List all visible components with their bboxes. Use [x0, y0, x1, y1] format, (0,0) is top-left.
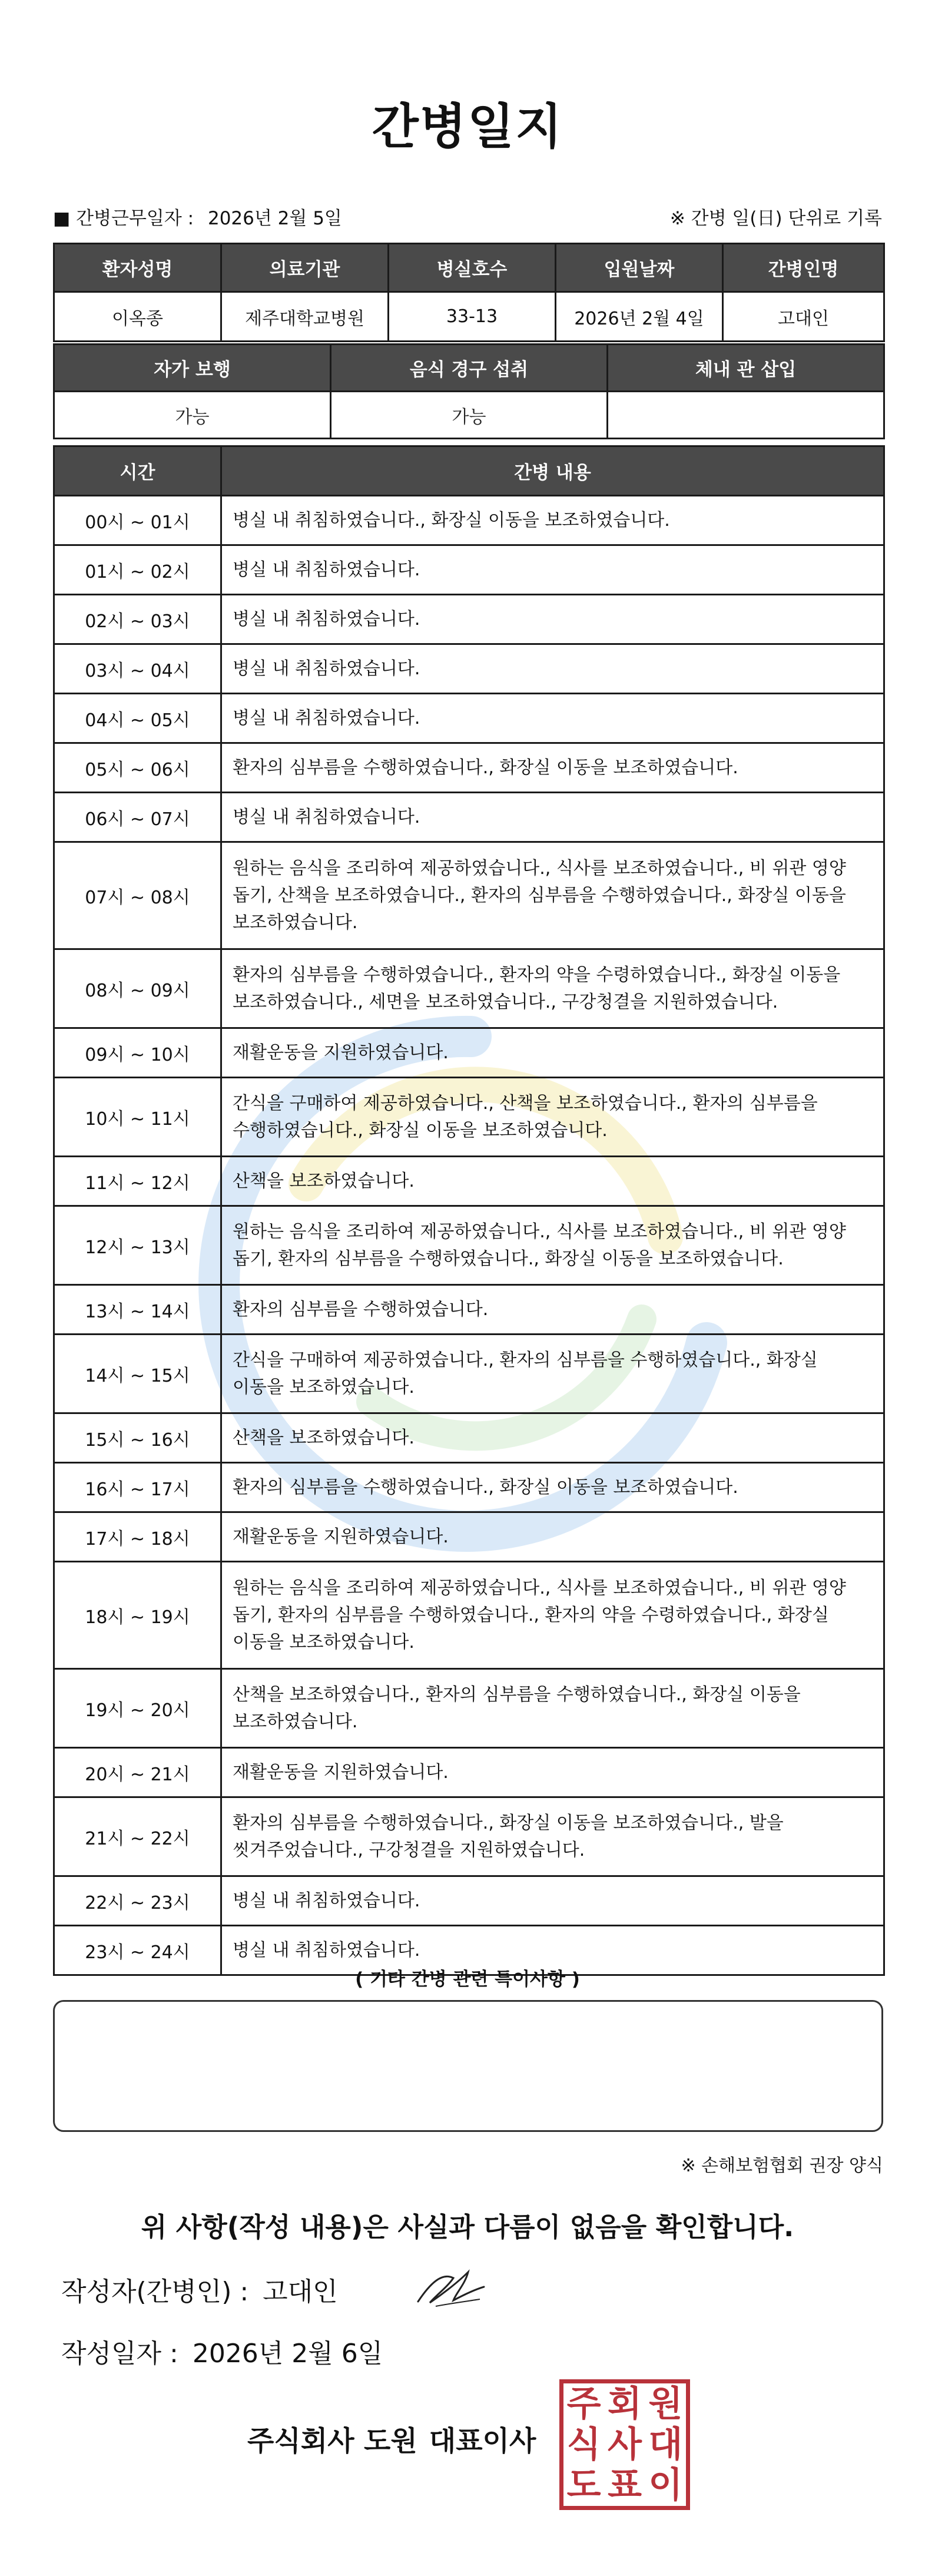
content-cell: 환자의 심부름을 수행하였습니다., 화장실 이동을 보조하였습니다. [221, 1463, 884, 1512]
time-cell: 12시 ~ 13시 [54, 1206, 221, 1285]
work-date-label: ■ 간병근무일자 : [53, 208, 194, 229]
admission-date: 2026년 2월 4일 [556, 292, 723, 342]
time-cell: 21시 ~ 22시 [54, 1797, 221, 1876]
table-row [54, 496, 884, 545]
remarks-title: ( 기타 간병 관련 특이사항 ) [355, 1969, 580, 1990]
confirmation-statement: 위 사항(작성 내용)은 사실과 다름이 없음을 확인합니다. [141, 2211, 794, 2243]
table-row [54, 1463, 884, 1512]
table-row [54, 1876, 884, 1926]
content-cell: 간식을 구매하여 제공하였습니다., 환자의 심부름을 수행하였습니다., 화장실 이동을 보조하였습니다. [221, 1335, 884, 1413]
header-self-walking: 자가 보행 [54, 345, 331, 392]
time-cell: 15시 ~ 16시 [54, 1413, 221, 1463]
caregiver-name: 고대인 [723, 292, 884, 342]
header-patient-name: 환자성명 [54, 244, 221, 292]
time-cell: 10시 ~ 11시 [54, 1078, 221, 1157]
time-cell: 18시 ~ 19시 [54, 1562, 221, 1669]
time-cell: 20시 ~ 21시 [54, 1748, 221, 1797]
signature [412, 2260, 489, 2313]
hospital-name: 제주대학교병원 [221, 292, 389, 342]
content-cell: 환자의 심부름을 수행하였습니다. [221, 1285, 884, 1335]
work-date [53, 203, 342, 230]
table-row [54, 1748, 884, 1797]
tube-insertion-value [608, 392, 884, 439]
ceo-title: 대표이사 [429, 2425, 536, 2458]
time-cell: 13시 ~ 14시 [54, 1285, 221, 1335]
oral-intake-value: 가능 [331, 392, 608, 439]
company-name: 주식회사 도원 [247, 2425, 417, 2458]
written-date-label: 작성일자 : [61, 2339, 178, 2369]
time-cell: 11시 ~ 12시 [54, 1157, 221, 1206]
table-row [54, 842, 884, 949]
time-cell: 08시 ~ 09시 [54, 949, 221, 1028]
time-cell: 09시 ~ 10시 [54, 1028, 221, 1078]
table-row [54, 743, 884, 793]
time-cell: 16시 ~ 17시 [54, 1463, 221, 1512]
document-title: 간병일지 [372, 99, 563, 155]
time-cell: 02시 ~ 03시 [54, 595, 221, 644]
table-row [54, 545, 884, 595]
content-cell: 환자의 심부름을 수행하였습니다., 화장실 이동을 보조하였습니다., 발을 씻겨주었습니다., 구강청결을 지원하였습니다. [221, 1797, 884, 1876]
table-row [54, 1078, 884, 1157]
time-cell: 14시 ~ 15시 [54, 1335, 221, 1413]
meta-row [53, 203, 882, 230]
patient-status-table [53, 343, 885, 439]
table-row [54, 1413, 884, 1463]
header-care-content: 간병 내용 [221, 446, 884, 496]
writer-line [61, 2270, 338, 2308]
writer-label: 작성자(간병인) : [61, 2277, 249, 2307]
time-cell: 07시 ~ 08시 [54, 842, 221, 949]
patient-name: 이옥종 [54, 292, 221, 342]
content-cell: 재활운동을 지원하였습니다. [221, 1028, 884, 1078]
content-cell: 병실 내 취침하였습니다. [221, 694, 884, 743]
table-row [54, 1669, 884, 1748]
time-cell: 04시 ~ 05시 [54, 694, 221, 743]
content-cell: 병실 내 취침하였습니다. [221, 1926, 884, 1975]
table-row [54, 595, 884, 644]
table-row [54, 1285, 884, 1335]
time-cell: 00시 ~ 01시 [54, 496, 221, 545]
record-note: ※ 간병 일(日) 단위로 기록 [669, 208, 882, 229]
content-cell: 원하는 음식을 조리하여 제공하였습니다., 식사를 보조하였습니다., 비 위관 영양 돕기, 산책을 보조하였습니다., 환자의 심부름을 수행하였습니다., 화장실 이동을 보조하였습니다. [221, 842, 884, 949]
writer-name: 고대인 [263, 2277, 338, 2307]
table-row [54, 1562, 884, 1669]
table-row [54, 1157, 884, 1206]
time-cell: 22시 ~ 23시 [54, 1876, 221, 1926]
header-hospital: 의료기관 [221, 244, 389, 292]
table-row [54, 1512, 884, 1562]
work-date-value: 2026년 2월 5일 [207, 208, 342, 229]
company-seal: 주 회 원 식 사 대 도 표 이 [559, 2379, 690, 2510]
table-row [54, 793, 884, 842]
table-row [54, 644, 884, 694]
time-cell: 19시 ~ 20시 [54, 1669, 221, 1748]
table-row [54, 694, 884, 743]
written-date: 2026년 2월 6일 [192, 2339, 383, 2369]
table-row [54, 1206, 884, 1285]
table-row [54, 1335, 884, 1413]
written-date-line [61, 2332, 383, 2370]
content-cell: 병실 내 취침하였습니다. [221, 793, 884, 842]
time-cell: 23시 ~ 24시 [54, 1926, 221, 1975]
patient-info-table [53, 243, 885, 342]
table-row [54, 1797, 884, 1876]
room-number: 33-13 [389, 292, 556, 342]
content-cell: 재활운동을 지원하였습니다. [221, 1748, 884, 1797]
content-cell: 원하는 음식을 조리하여 제공하였습니다., 식사를 보조하였습니다., 비 위관 영양 돕기, 환자의 심부름을 수행하였습니다., 화장실 이동을 보조하였습니다. [221, 1206, 884, 1285]
header-tube-insertion: 체내 관 삽입 [608, 345, 884, 392]
time-cell: 01시 ~ 02시 [54, 545, 221, 595]
care-log-table [53, 445, 885, 1976]
time-cell: 03시 ~ 04시 [54, 644, 221, 694]
time-cell: 17시 ~ 18시 [54, 1512, 221, 1562]
header-room: 병실호수 [389, 244, 556, 292]
association-note: ※ 손해보험협회 권장 양식 [681, 2156, 883, 2176]
table-row [54, 1028, 884, 1078]
content-cell: 재활운동을 지원하였습니다. [221, 1512, 884, 1562]
header-caregiver-name: 간병인명 [723, 244, 884, 292]
self-walking-value: 가능 [54, 392, 331, 439]
content-cell: 병실 내 취침하였습니다. [221, 644, 884, 694]
content-cell: 산책을 보조하였습니다., 환자의 심부름을 수행하였습니다., 화장실 이동을 보조하였습니다. [221, 1669, 884, 1748]
content-cell: 원하는 음식을 조리하여 제공하였습니다., 식사를 보조하였습니다., 비 위관 영양 돕기, 환자의 심부름을 수행하였습니다., 환자의 약을 수령하였습니다., 화장실 이동을 보조하였습니다. [221, 1562, 884, 1669]
content-cell: 환자의 심부름을 수행하였습니다., 환자의 약을 수령하였습니다., 화장실 이동을 보조하였습니다., 세면을 보조하였습니다., 구강청결을 지원하였습니다. [221, 949, 884, 1028]
table-row [54, 949, 884, 1028]
header-time: 시간 [54, 446, 221, 496]
content-cell: 병실 내 취침하였습니다. [221, 545, 884, 595]
content-cell: 간식을 구매하여 제공하였습니다., 산책을 보조하였습니다., 환자의 심부름을 수행하였습니다., 화장실 이동을 보조하였습니다. [221, 1078, 884, 1157]
time-cell: 05시 ~ 06시 [54, 743, 221, 793]
content-cell: 산책을 보조하였습니다. [221, 1413, 884, 1463]
content-cell: 병실 내 취침하였습니다. [221, 595, 884, 644]
company-line [247, 2419, 548, 2459]
content-cell: 산책을 보조하였습니다. [221, 1157, 884, 1206]
content-cell: 환자의 심부름을 수행하였습니다., 화장실 이동을 보조하였습니다. [221, 743, 884, 793]
remarks-box [53, 2000, 883, 2132]
content-cell: 병실 내 취침하였습니다. [221, 1876, 884, 1926]
content-cell: 병실 내 취침하였습니다., 화장실 이동을 보조하였습니다. [221, 496, 884, 545]
time-cell: 06시 ~ 07시 [54, 793, 221, 842]
header-admission-date: 입원날짜 [556, 244, 723, 292]
header-oral-intake: 음식 경구 섭취 [331, 345, 608, 392]
